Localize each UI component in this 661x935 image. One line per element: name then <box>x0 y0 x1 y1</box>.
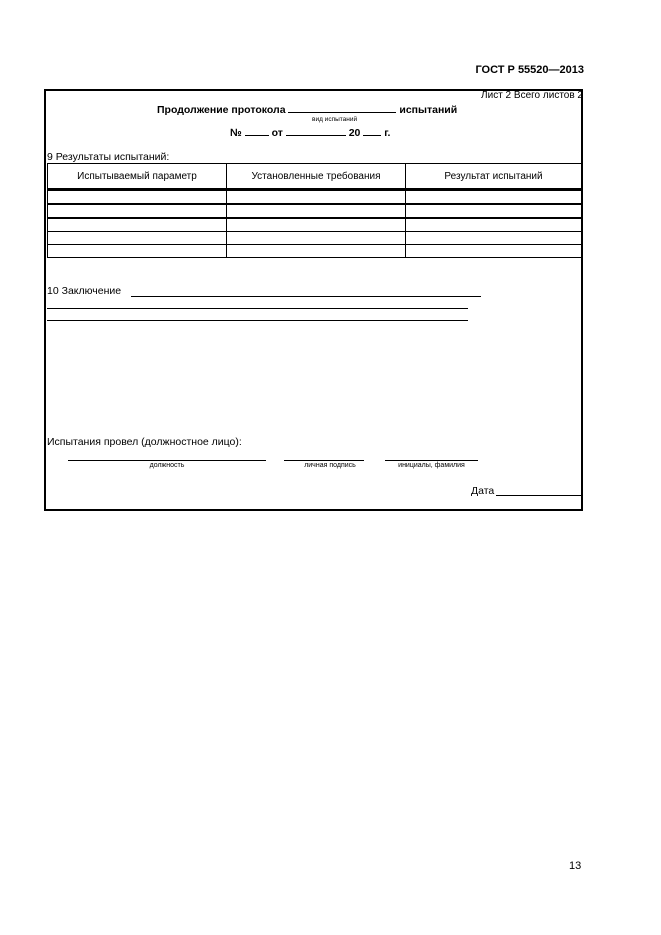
year-prefix: 20 <box>348 127 361 139</box>
test-type-field[interactable] <box>288 102 396 113</box>
conclusion-line[interactable] <box>47 320 468 321</box>
results-table <box>47 163 582 258</box>
results-heading: 9 Результаты испытаний: <box>47 151 170 163</box>
date-label: Дата <box>471 485 495 497</box>
protocol-number-line <box>230 125 390 139</box>
sheet-info: Лист 2 Всего листов 2 <box>481 90 583 101</box>
page-number: 13 <box>569 860 582 872</box>
table-cell[interactable] <box>48 218 227 232</box>
date-line[interactable] <box>496 495 581 496</box>
number-field[interactable] <box>245 125 269 136</box>
table-cell[interactable] <box>48 245 227 258</box>
signature-label: личная подпись <box>304 462 356 469</box>
signature-line[interactable] <box>284 460 364 461</box>
year-field[interactable] <box>363 125 381 136</box>
table-row <box>48 245 582 258</box>
test-type-hint: вид испытаний <box>312 116 358 123</box>
table-cell[interactable] <box>227 232 406 245</box>
conclusion-label: 10 Заключение <box>47 285 122 297</box>
protocol-title <box>157 102 457 116</box>
table-cell[interactable] <box>227 245 406 258</box>
conclusion-line[interactable] <box>47 308 468 309</box>
table-row <box>48 190 582 205</box>
document-id: ГОСТ Р 55520—2013 <box>475 64 584 76</box>
protocol-title-suffix: испытаний <box>399 104 458 116</box>
table-cell[interactable] <box>406 190 582 205</box>
tester-heading: Испытания провел (должностное лицо): <box>47 436 242 448</box>
table-row <box>48 218 582 232</box>
column-header-requirements: Установленные требования <box>227 164 406 190</box>
table-cell[interactable] <box>48 232 227 245</box>
table-cell[interactable] <box>406 245 582 258</box>
table-row <box>48 232 582 245</box>
table-cell[interactable] <box>227 190 406 205</box>
position-label: должность <box>149 462 185 469</box>
protocol-title-prefix: Продолжение протокола <box>157 104 286 116</box>
column-header-result: Результат испытаний <box>406 164 582 190</box>
table-row <box>48 204 582 218</box>
table-cell[interactable] <box>48 204 227 218</box>
date-day-month-field[interactable] <box>286 125 346 136</box>
column-header-parameter: Испытываемый параметр <box>48 164 227 190</box>
table-cell[interactable] <box>406 232 582 245</box>
name-line[interactable] <box>385 460 478 461</box>
position-line[interactable] <box>68 460 266 461</box>
number-label: № <box>230 127 242 139</box>
table-cell[interactable] <box>406 204 582 218</box>
table-cell[interactable] <box>48 190 227 205</box>
table-cell[interactable] <box>406 218 582 232</box>
year-suffix: г. <box>384 127 391 139</box>
conclusion-line[interactable] <box>131 296 481 297</box>
name-label: инициалы, фамилия <box>398 462 465 469</box>
table-cell[interactable] <box>227 218 406 232</box>
table-cell[interactable] <box>227 204 406 218</box>
from-label: от <box>271 127 283 139</box>
